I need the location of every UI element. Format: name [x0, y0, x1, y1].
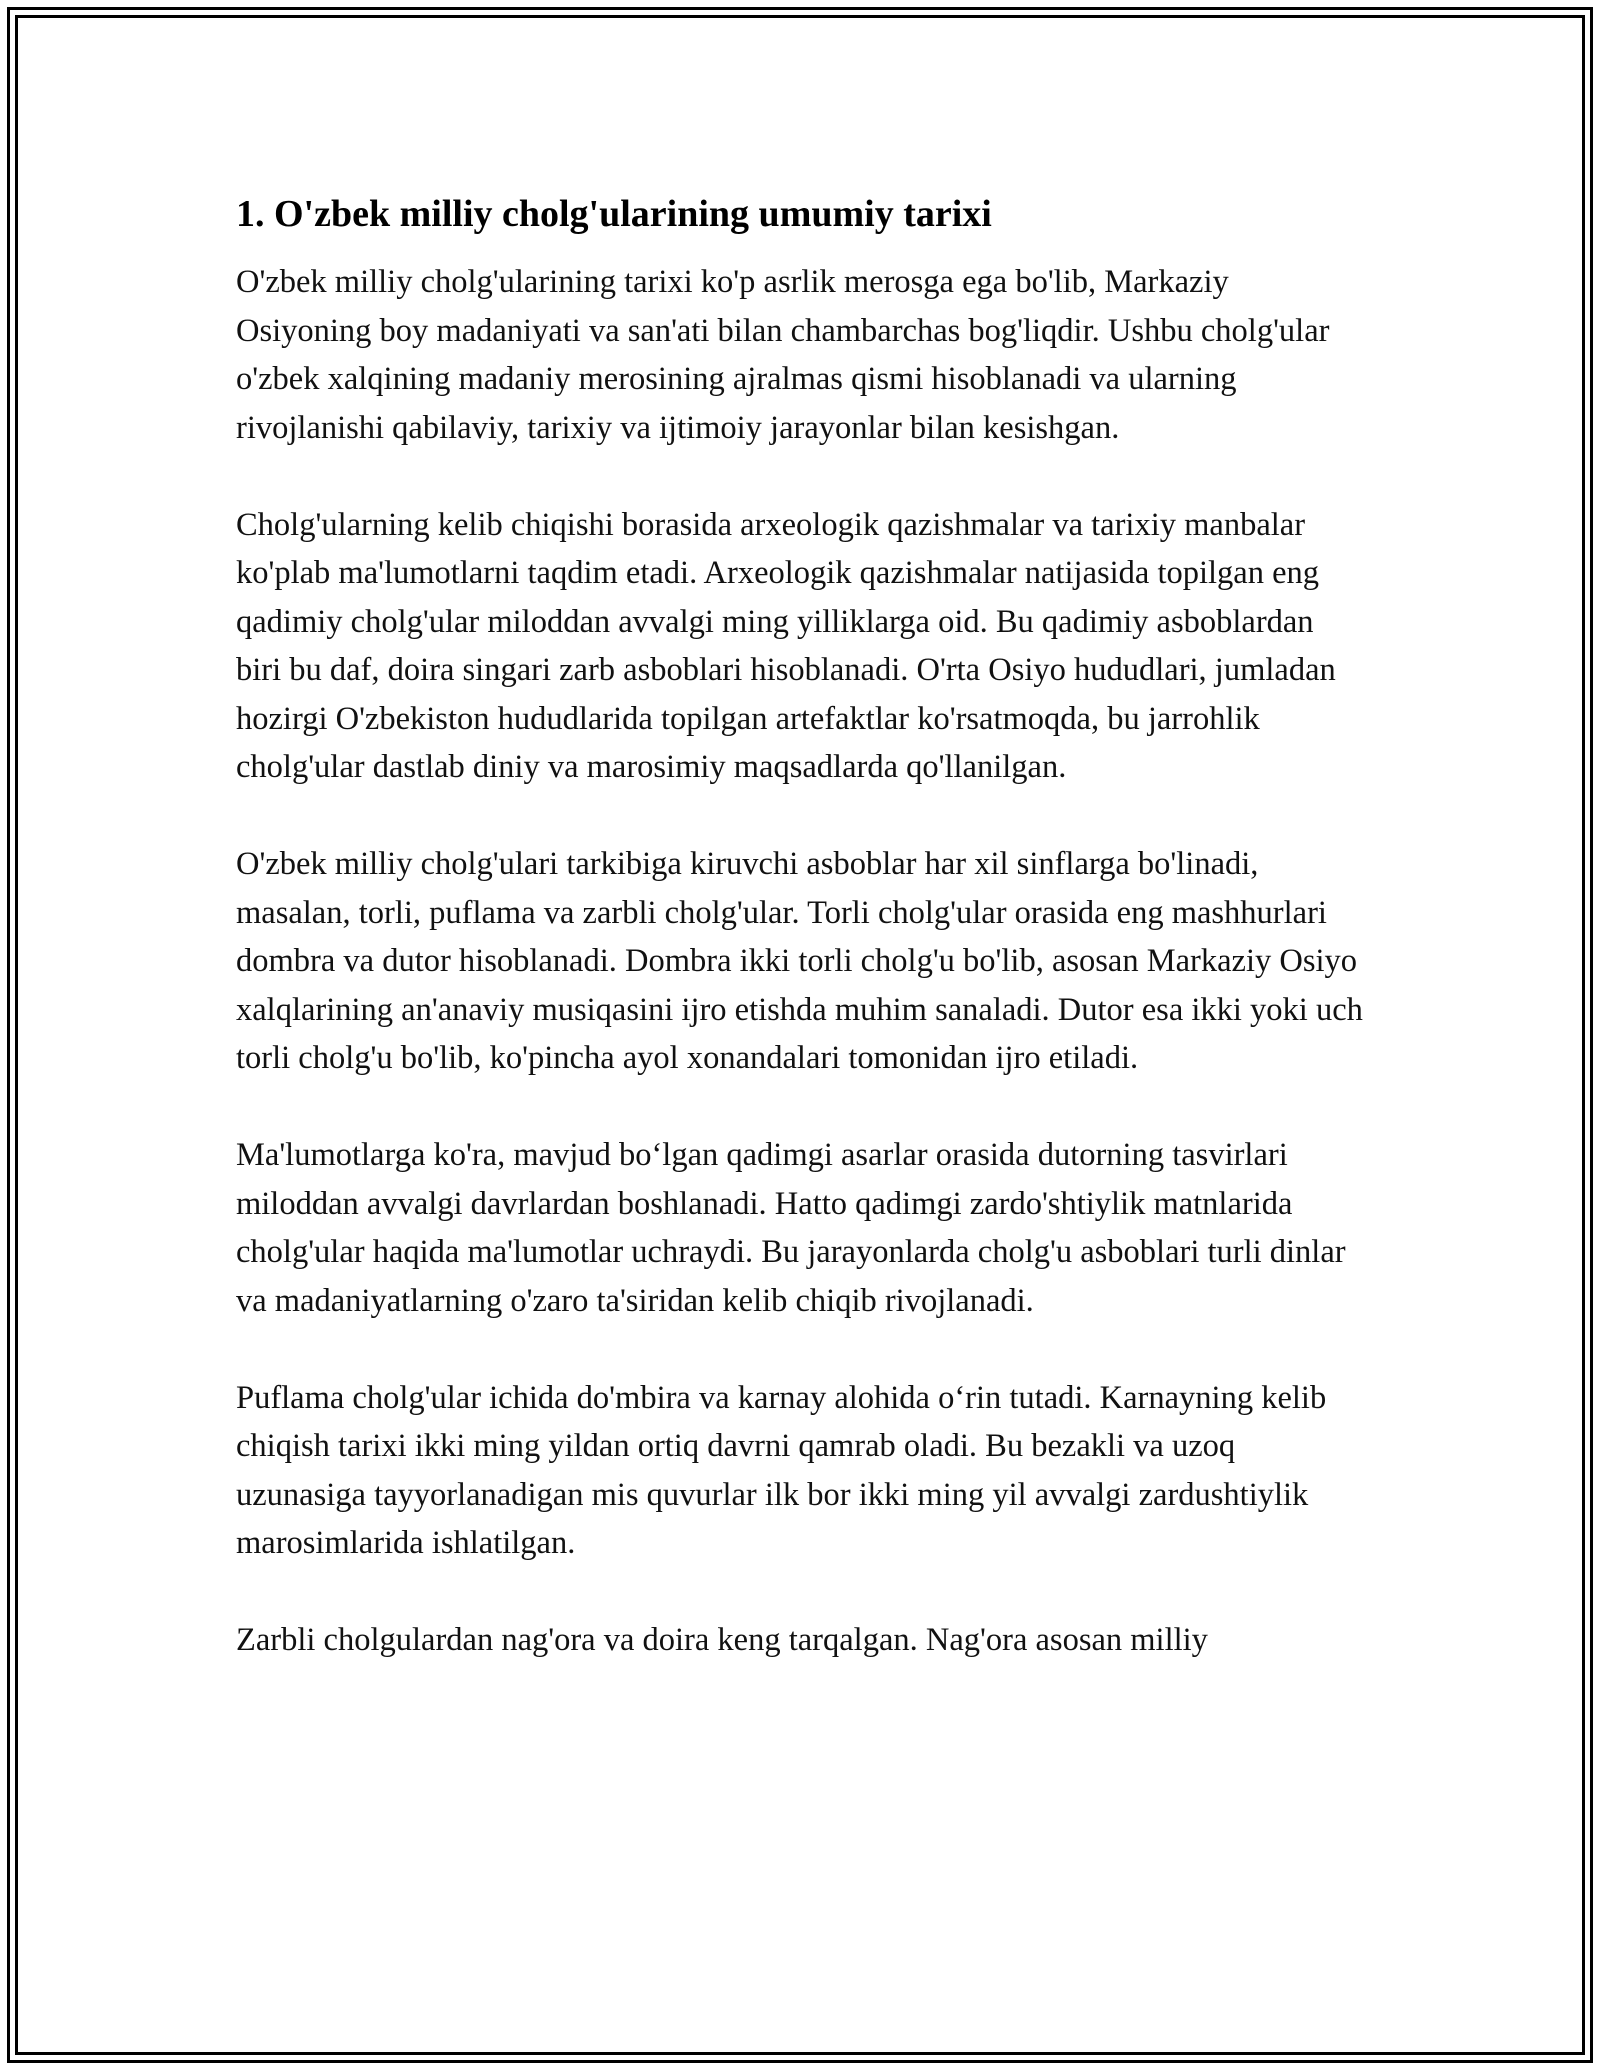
paragraph-6: Zarbli cholgulardan nag'ora va doira keng tarqalgan. Nag'ora asosan milliy — [236, 1622, 1208, 1658]
page-title: 1. O'zbek milliy cholg'ularining umumiy tarixi — [236, 193, 992, 235]
page-content — [236, 190, 1366, 1713]
paragraph-3: O'zbek milliy cholg'ulari tarkibiga kiruvchi asboblar har xil sinflarga bo'linadi, masalan, torli, puflama va zarbli cholg'ular. Torli cholg'ular orasida eng mashhurlari dombra va dutor hisoblanadi. Dombra ikki torli cholg'u bo'lib, asosan Markaziy Osiyo xalqlarining an'anaviy musiqasini ijro etishda muhim sanaladi. Dutor esa ikki yoki uch torli cholg'u bo'lib, ko'pincha ayol xonandalari tomonidan ijro etiladi. — [236, 846, 1363, 1076]
paragraph-1: O'zbek milliy cholg'ularining tarixi ko'p asrlik merosga ega bo'lib, Markaziy Osiyoning boy madaniyati va san'ati bilan chambarchas bog'liqdir. Ushbu cholg'ular o'zbek xalqining madaniy merosining ajralmas qismi hisoblanadi va ularning rivojlanishi qabilaviy, tarixiy va ijtimoiy jarayonlar bilan kesishgan. — [236, 264, 1330, 446]
paragraph-2: Cholg'ularning kelib chiqishi borasida arxeologik qazishmalar va tarixiy manbalar ko'plab ma'lumotlarni taqdim etadi. Arxeologik qazishmalar natijasida topilgan eng qadimiy cholg'ular miloddan avvalgi ming yilliklarga oid. Bu qadimiy asboblardan biri bu daf, doira singari zarb asboblari hisoblanadi. O'rta Osiyo hududlari, jumladan hozirgi O'zbekiston hududlarida topilgan artefaktlar ko'rsatmoqda, bu jarrohlik cholg'ular dastlab diniy va marosimiy maqsadlarda qo'llanilgan. — [236, 506, 1336, 785]
paragraph-4: Ma'lumotlarga ko'ra, mavjud bo‘lgan qadimgi asarlar orasida dutorning tasvirlari miloddan avvalgi davrlardan boshlanadi. Hatto qadimgi zardo'shtiylik matnlarida cholg'ular haqida ma'lumotlar uchraydi. Bu jarayonlarda cholg'u asboblari turli dinlar va madaniyatlarning o'zaro ta'siridan kelib chiqib rivojlanadi. — [236, 1137, 1346, 1319]
paragraph-5: Puflama cholg'ular ichida do'mbira va karnay alohida o‘rin tutadi. Karnayning kelib chiqish tarixi ikki ming yildan ortiq davrni qamrab oladi. Bu bezakli va uzoq uzunasiga tayyorlanadigan mis quvurlar ilk bor ikki ming yil avvalgi zardushtiylik marosimlarida ishlatilgan. — [236, 1379, 1327, 1561]
